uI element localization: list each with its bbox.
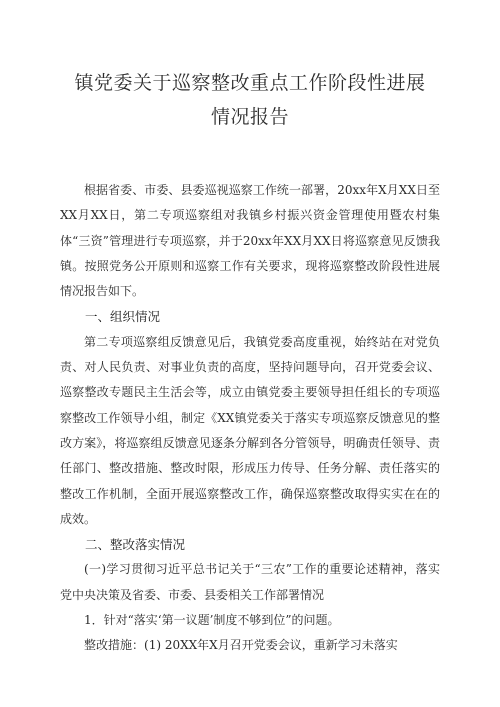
intro-paragraph: 根据省委、市委、县委巡视巡察工作统一部署，20xx年X月XX日至XX月XX日，第二专项巡察组对我镇乡村振兴资金管理使用暨农村集体“三资”管理进行专项巡察，并于20xx年XX月XX日将巡察意见反馈我镇。按照党务公开原则和巡察工作有关要求，现将巡察整改阶段性进展情况报告如下。 bbox=[60, 183, 440, 299]
document-title bbox=[60, 0, 440, 134]
issue-item-1: 1．针对“落实‘第一议题’制度不够到位”的问题。 bbox=[84, 613, 340, 628]
section-2-heading: 二、整改落实情况 bbox=[85, 537, 186, 553]
section-1-heading: 一、组织情况 bbox=[85, 309, 161, 325]
section-1-paragraph: 第二专项巡察组反馈意见后，我镇党委高度重视，始终站在对党负责、对人民负责、对事业负责的高度，坚持问题导向，召开党委会议、巡察整改专题民主生活会等，成立由镇党委主要领导担任组长的专项巡察整改工作领导小组，制定《XX镇党委关于落实专项巡察反馈意见的整改方案》，将巡察组反馈意见逐条分解到各分管领导，明确责任领导、责任部门、整改措施、整改时限，形成压力传导、任务分解、责任落实的整改工作机制，全面开展巡察整改工作，确保巡察整改取得实实在在的成效。 bbox=[60, 334, 440, 526]
measures-label: 整改措施： bbox=[84, 638, 145, 653]
measures-text: (1) 20XX年X月召开党委会议，重新学习未落实 bbox=[144, 638, 398, 653]
title-line-2: 情况报告 bbox=[210, 106, 289, 128]
document-body bbox=[60, 178, 440, 659]
section-2-subheading: (一)学习贯彻习近平总书记关于“三农”工作的重要论述精神，落实党中央决策及省委、市委、县委相关工作部署情况 bbox=[60, 562, 440, 602]
title-line-1: 镇党委关于巡察整改重点工作阶段性进展 bbox=[74, 72, 426, 94]
measures-paragraph bbox=[60, 633, 440, 658]
